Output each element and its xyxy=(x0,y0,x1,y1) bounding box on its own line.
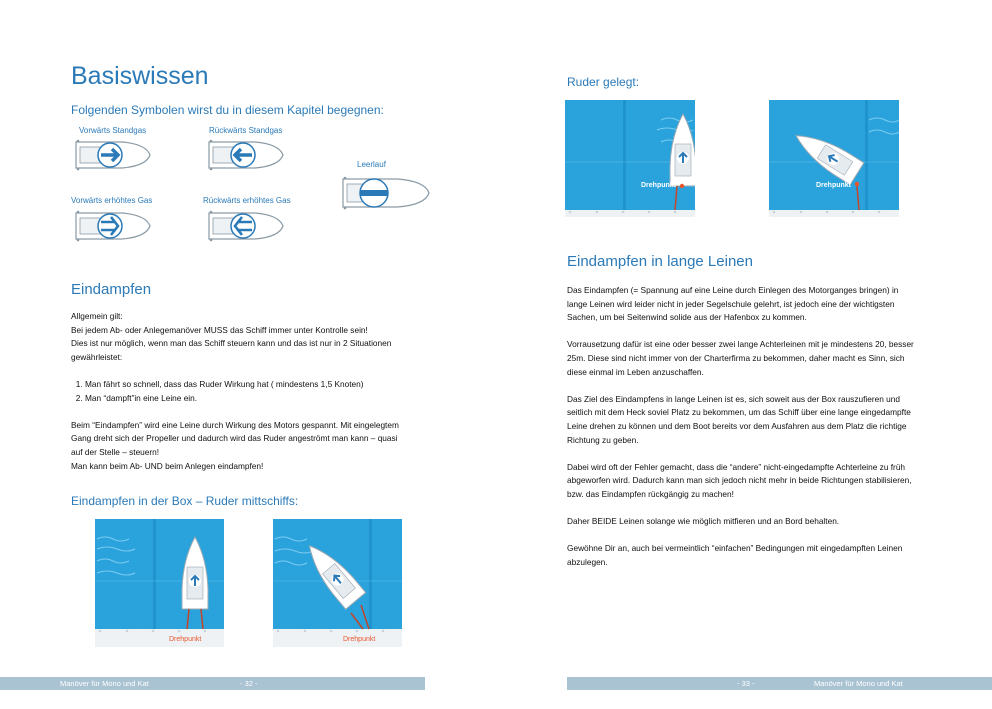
symbol-label-forward-throttle: Vorwärts erhöhtes Gas xyxy=(71,196,153,205)
neutral-bar-icon xyxy=(339,173,431,213)
page-number: - 33 - xyxy=(737,679,755,688)
paragraph xyxy=(71,419,407,473)
figure-box-rudder-center xyxy=(95,519,224,647)
page-title: Basiswissen xyxy=(71,62,209,90)
harbor-illustration xyxy=(95,519,224,647)
paragraph: Das Eindampfen (= Spannung auf eine Leine durch Einlegen des Motorganges bringen) in lange Leinen wird leider nicht in jeder Segelschule gelehrt, ist jedoch eine der wichtigsten Sachen, um bei Seitenwind solide aus der Hafenbox zu kommen. xyxy=(567,285,899,323)
figure-rudder-set-2 xyxy=(769,100,899,217)
figure-rudder-set-1 xyxy=(565,100,695,217)
paragraph: Dabei wird oft der Fehler gemacht, dass die “andere” nicht-eingedampfte Achterleine zu früh abgeworfen wird. Dadurch kann man sich jedoch nicht mehr in beide Richtungen stabilisieren, bzw. das Eindampfen rückgängig zu machen! xyxy=(567,461,912,499)
symbol-label-backward-throttle: Rückwärts erhöhtes Gas xyxy=(203,196,291,205)
symbol-label-neutral: Leerlauf xyxy=(357,160,386,169)
paragraph: Vorrausetzung dafür ist eine oder besser zwei lange Achterleinen mit je mindestens 20, besser 25m. Diese sind nicht immer von der Charterfirma zu bekommen, daher macht es Sinn, sich diese einmal im Leben anzuschaffen. xyxy=(567,339,914,377)
rudder-heading: Ruder gelegt: xyxy=(567,75,640,89)
harbor-illustration xyxy=(565,100,695,217)
text-line: Man kann beim Ab- UND beim Anlegen eindampfen! xyxy=(71,460,264,471)
symbols-heading: Folgenden Symbolen wirst du in diesem Kapitel begegnen: xyxy=(71,103,384,117)
paragraph: Daher BEIDE Leinen solange wie möglich mitfieren und an Bord behalten. xyxy=(567,516,840,527)
figure-box-rudder-turned xyxy=(273,519,402,647)
body-text xyxy=(567,284,915,583)
pivot-label: Drehpunkt xyxy=(169,636,202,643)
pivot-label: Drehpunkt xyxy=(641,182,676,189)
paragraph: Das Ziel des Eindampfens in lange Leinen ist es, sich soweit aus der Box rauszufieren und seitlich mit dem Heck soviel Platz zu bekommen, um das Schiff über eine lange eingedampfte Leine drehen zu können und dem Boot bereits vor dem Ausfahren aus dem Platz die richtige Richtung zu geben. xyxy=(567,393,911,445)
symbol-label-backward-idle: Rückwärts Standgas xyxy=(209,126,283,135)
paragraph: Gewöhne Dir an, auch bei vermeintlich “einfachen” Bedingungen mit eingedampften Leinen abzulegen. xyxy=(567,543,903,567)
backward-arrow-icon xyxy=(205,136,285,174)
symbol-label-forward-idle: Vorwärts Standgas xyxy=(79,126,147,135)
text-line: Beim “Eindampfen” wird eine Leine durch Wirkung des Motors gespannt. Mit eingelegtem Gang dreht sich der Propeller und dadurch wird das Ruder angeströmt man kann – quasi auf der Stelle – steuern! xyxy=(71,419,399,457)
forward-arrow-icon xyxy=(72,136,152,174)
text-line: Dies ist nur möglich, wenn man das Schiff steuern kann und das ist nur in 2 Situationen gewährleistet: xyxy=(71,338,392,362)
subsection-title: Eindampfen in der Box – Ruder mittschiffs: xyxy=(71,494,299,508)
footer-bar xyxy=(0,677,425,690)
pivot-label: Drehpunkt xyxy=(816,182,851,189)
footer-title: Manöver für Mono und Kat xyxy=(60,679,149,688)
section-title-long-lines: Eindampfen in lange Leinen xyxy=(567,253,753,270)
footer-title: Manöver für Mono und Kat xyxy=(814,679,903,688)
harbor-illustration xyxy=(273,519,402,647)
forward-double-arrow-icon xyxy=(72,207,152,245)
paragraph xyxy=(71,310,407,364)
list-item: 1. Man fährt so schnell, dass das Ruder Wirkung hat ( mindestens 1,5 Knoten) xyxy=(85,378,407,392)
text-line: Bei jedem Ab- oder Anlegemanöver MUSS das Schiff immer unter Kontrolle sein! xyxy=(71,324,368,335)
page-number: - 32 - xyxy=(240,679,258,688)
footer-bar xyxy=(567,677,992,690)
harbor-illustration xyxy=(769,100,899,217)
conditions-list xyxy=(71,378,407,405)
body-text xyxy=(71,310,407,487)
pivot-label: Drehpunkt xyxy=(343,636,376,643)
right-page xyxy=(496,0,992,709)
text-line: Allgemein gilt: xyxy=(71,311,123,321)
backward-double-arrow-icon xyxy=(205,207,285,245)
list-item: 2. Man “dampft”in eine Leine ein. xyxy=(85,392,407,406)
section-title-eindampfen: Eindampfen xyxy=(71,281,152,298)
